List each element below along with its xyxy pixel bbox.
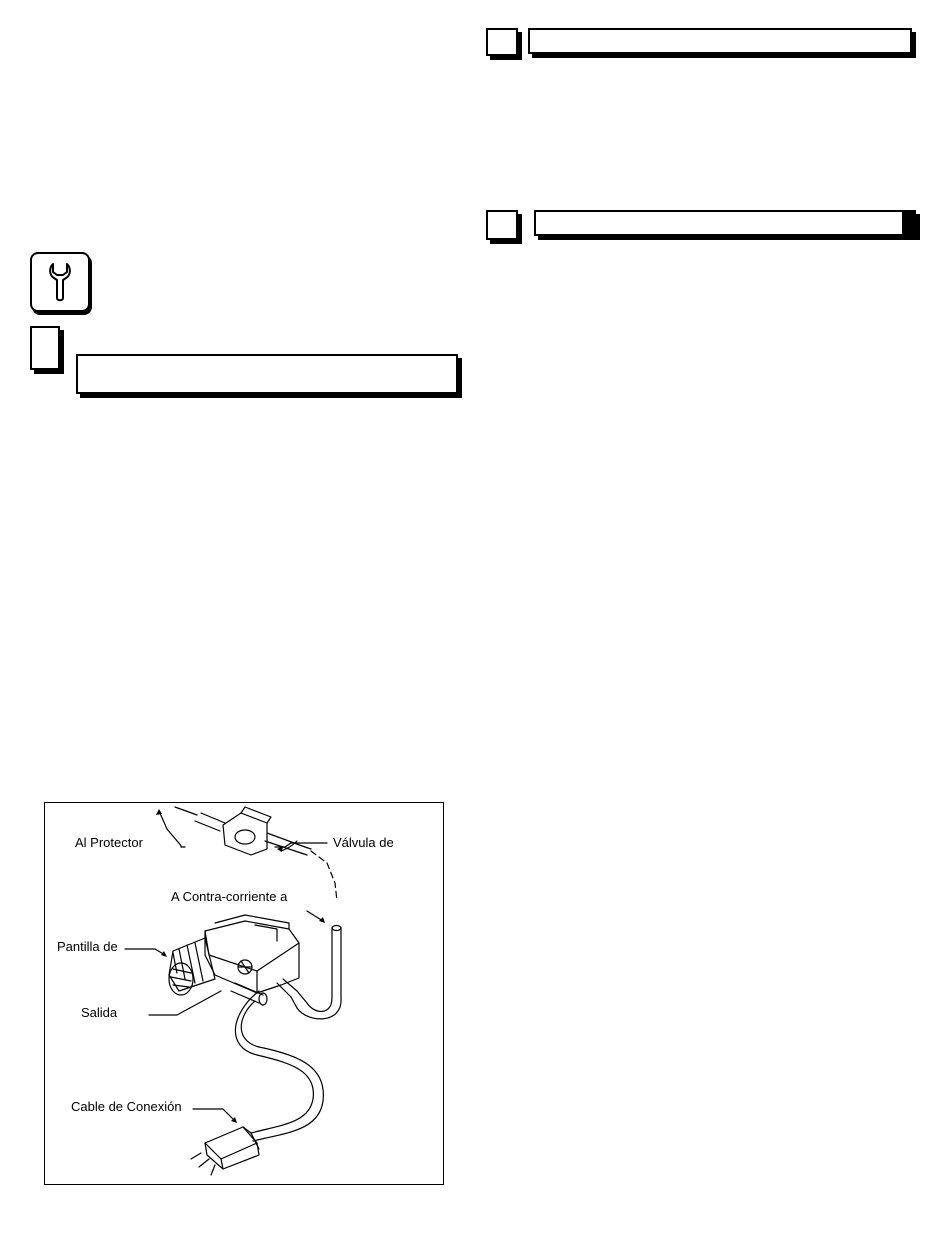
wrench-icon <box>30 252 90 312</box>
label-salida: Salida <box>81 1005 118 1020</box>
right-second-section-number-box <box>486 210 518 240</box>
label-contra-corriente: A Contra-corriente a <box>171 889 288 904</box>
label-al-protector: Al Protector <box>75 835 143 850</box>
right-second-section-title-bar <box>534 210 916 236</box>
left-section-number-box <box>30 326 60 370</box>
pump-assembly-figure <box>44 802 444 1185</box>
label-cable-conexion: Cable de Conexión <box>71 1099 182 1114</box>
left-section-title-bar <box>76 354 458 394</box>
pump-assembly-illustration <box>45 803 445 1186</box>
right-top-section-number-box <box>486 28 518 56</box>
right-top-section-title-bar <box>528 28 912 54</box>
label-valvula-de: Válvula de <box>333 835 394 850</box>
label-pantilla-de: Pantilla de <box>57 939 118 954</box>
